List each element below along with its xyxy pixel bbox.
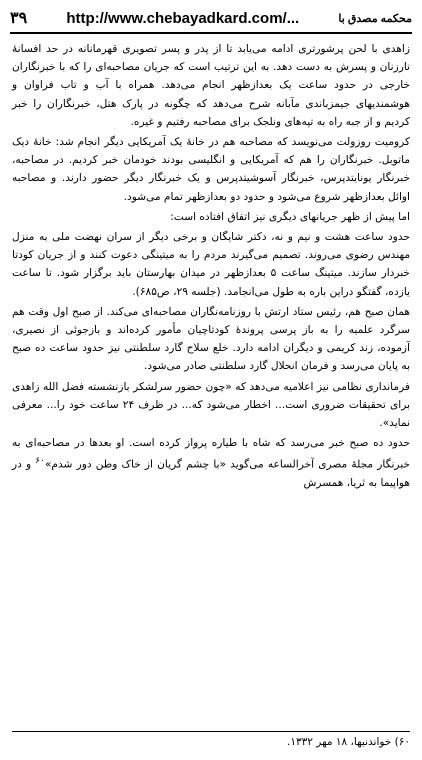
header-dots: ... — [286, 9, 300, 27]
header-url[interactable]: http://www.chebayadkard.com/... — [66, 9, 300, 27]
paragraph-tail: و در هواپیما به ثریا، همسرش — [12, 459, 410, 490]
footnote-marker: ۶۰ — [35, 456, 45, 467]
page-header — [10, 4, 412, 34]
book-title: محکمه مصدق با — [338, 12, 412, 25]
paragraph: کرومیت روزولت می‌نویسد که مصاحبه هم در خانهٔ یک آمریکایی دیگر انجام شد: خانهٔ دیک ماتوبل. خبرنگاران را هم که آمریکایی و انگلیسی بودند خودمان خبر کردیم. در مصاحبه، خبرنگار یونایتدپرس، خبرنگار آسوشیتدپرس و یک خبرنگار دیگر حضور دارند. و مصاحبه اوائل بعدازظهر شروع می‌شود و حدود دو بعدازظهر تمام می‌شود. — [12, 136, 410, 203]
paragraph-text: حدود ده صبح خبر می‌رسد که شاه با طیاره پرواز کرده است. او بعدها در مصاحبه‌ای به خبرنگار مجلهٔ مصری آخرالساعه می‌گوید «با چشم گریان از خاک وطن دور شدم» — [12, 437, 410, 471]
paragraph: اما پیش از ظهر جریانهای دیگری نیز اتفاق افتاده است: — [170, 210, 410, 223]
page-number: ۳۹ — [10, 10, 28, 27]
paragraph: حدود ساعت هشت و نیم و نه، دکتر شایگان و برخی دیگر از سران نهضت ملی به منزل مهندس رضوی می‌روند. تصمیم می‌گیرند مردم را به میتینگی دعوت کنند و از جریان کودتا خبردار سازند. میتینگ ساعت ۵ بعدازظهر در میدان بهارستان باید برگزار شود. تا ساعت یازده، گفتگو دراین باره به طول می‌انجامد. (جلسه ۲۹، ص۶۸۵). — [12, 231, 410, 298]
paragraph-last — [12, 434, 410, 492]
footnote: ۶۰) خواندنیها، ۱۸ مهر ۱۳۳۲. — [12, 731, 410, 752]
paragraph: همان صبح هم، رئیس ستاد ارتش با روزنامه‌نگاران مصاحبه‌ای می‌کند. از صبح اول وقت هم سرگرد علمیه را به باز پرسی پروندهٔ کودتاچیان مأمور کرده‌اند و بازجوئی از نصیری، آزموده، زند کریمی و دیگران ادامه دارد. خلع سلاح گارد سلطنتی نیز حدود ساعت ده صبح به پایان می‌رسد و فرمان انحلال گارد سلطنتی صادر می‌شود. — [12, 305, 410, 373]
paragraph: زاهدی با لحن پرشورتری ادامه می‌یابد تا از پدر و پسر تصویری قهرمانانه در حد افسانهٔ نارزنان و پسرش به دست دهد. به این ترتیب است که جریان مصاحبه‌ای را که با خبرنگاران خارجی در حدود ساعت یک بعدازظهر انجام می‌دهد. همراه با آب و تاب فراوان و هوشمندیهای جیمزباندی مآبانه شرح می‌دهد که چگونه در پارک هتل، خبرنگاران را خبر کردیم و از جبه راه به تپه‌های ونلجک برای مصاحبه رفتیم و غیره. — [12, 43, 410, 128]
page-body — [12, 40, 410, 726]
paragraph: فرمانداری نظامی نیز اعلامیه می‌دهد که «چون حضور سرلشکر بازنشسته فضل الله زاهدی برای تحقیقات ضروری است... اخطار می‌شود که... در ظرف ۲۴ ساعت خود را... معرفی نماید». — [12, 380, 410, 430]
